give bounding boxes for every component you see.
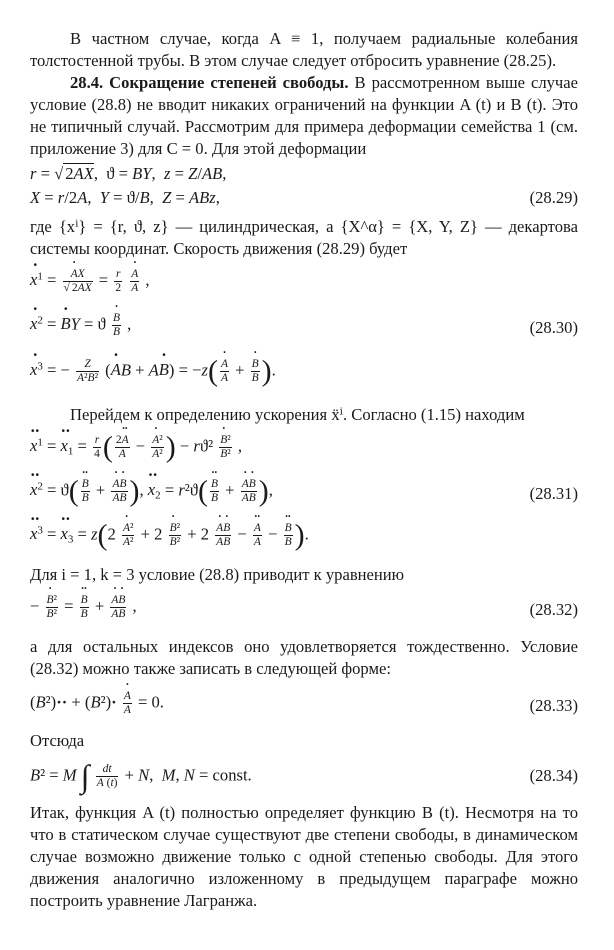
equation-28-31: ·· $x^1$ = ·· $x_1$ = $\frac{r}{4}$ ( $\frac{2\cdot\cdot A}{A}$ − · $\frac{\text{A²}}{\text{A²}}$ ) − rϑ² · $\frac{\text{B²}}{\text{B²}}$ , ·· $x^2 = ϑ$( ·· $\frac{B}{B}$ + · $\frac{A\cdot B}{AB}$ ), ·· $x_2 = r^2ϑ$( ·· $\frac{B}{B}$ + · $\frac{A\cdot B}{AB}$ ), (28.31) ·· $x^3$ = ·· $x_3 = z(2$ · $\frac{\text{A²}}{\text{A²}}$ + 2 · $\frac{\text{B²}}{\text{B²}}$ + 2 · $\frac{A\cdot B}{AB}$ − ·· $\frac{A}{A}$ − ·· $\frac{B}{B}$ ).	[30, 432, 578, 560]
equation-28-29: r = √ 2AX, ϑ = BY, z = Z/AB, X = r/2A, Y = ϑ/B, Z = ABz, (28.29)	[30, 164, 578, 207]
equation-number: (28.31)	[529, 484, 578, 503]
paragraph-2	[30, 72, 578, 160]
equation-28-32: − · $\frac{\text{B²}}{\text{B²}}$ = ·· $\frac{B}{B}$ + · $\frac{A\cdot B}{AB}$ , (28.32)	[30, 590, 578, 630]
equation-number: (28.30)	[529, 318, 578, 337]
equation-28-34: B² = M ∫ $\frac{dt}{A (t)}$ + N, M, N = const. (28.34)	[30, 758, 578, 794]
page-content	[30, 28, 578, 912]
paragraph-3: где {xⁱ} = {r, ϑ, z} — цилиндрическая, а {X^α} = {X, Y, Z} — декартова системы координат. Скорость движения (28.29) будет	[30, 217, 578, 258]
equation-number: (28.29)	[529, 188, 578, 207]
paragraph-2-text: В рассмотренном выше случае условие (28.8) не вводит никаких ограничений на функции A (t) и B (t). Это не типичный случай. Рассмотрим для примера деформации семейства 1 (см. приложение 3) для C = 0. Для этой деформации	[30, 73, 578, 158]
equation-number: (28.33)	[529, 696, 578, 715]
equation-number: (28.34)	[529, 766, 578, 785]
paragraph-8: Итак, функция A (t) полностью определяет функцию B (t). Несмотря на то что в статическом случае существуют две степени свободы, в динамическом случае возможно движение только с одной степенью свободы. Для этого движения аналогично изложенному в предыдущем параграфе можно построить уравнение Лагранжа.	[30, 803, 578, 910]
paragraph-4: Перейдем к определению ускорения ẍⁱ. Согласно (1.15) находим	[70, 405, 525, 424]
paragraph-1: В частном случае, когда A ≡ 1, получаем радиальные колебания толстостенной трубы. В этом случае следует отбросить уравнение (28.25).	[30, 29, 578, 70]
section-heading: 28.4. Сокращение степеней свободы.	[70, 73, 349, 92]
equation-number: (28.32)	[529, 600, 578, 619]
paragraph-7: Отсюда	[30, 731, 85, 750]
equation-28-33: (B²)·· + (B²)· · $\frac{A}{A}$ = 0. (28.33)	[30, 686, 578, 726]
paragraph-5: Для i = 1, k = 3 условие (28.8) приводит к уравнению	[30, 565, 405, 584]
equation-28-30: · $x^1$ = · $\frac{AX}{√ 2AX}$ = $\frac{r}{2}$ · $\frac{A}{A}$ , · $x^2$ = · BY = ϑ · $\frac{B}{B}$ , (28.30) · $x^3$ = − $\frac{Z}{\text{A²B²}}$ (· AB + A· B) = −z( · $\frac{A}{A}$ + · $\frac{B}{B}$ ).	[30, 266, 578, 396]
paragraph-6: а для остальных индексов оно удовлетворяется тождественно. Условие (28.32) можно также записать в следующей форме:	[30, 637, 578, 678]
